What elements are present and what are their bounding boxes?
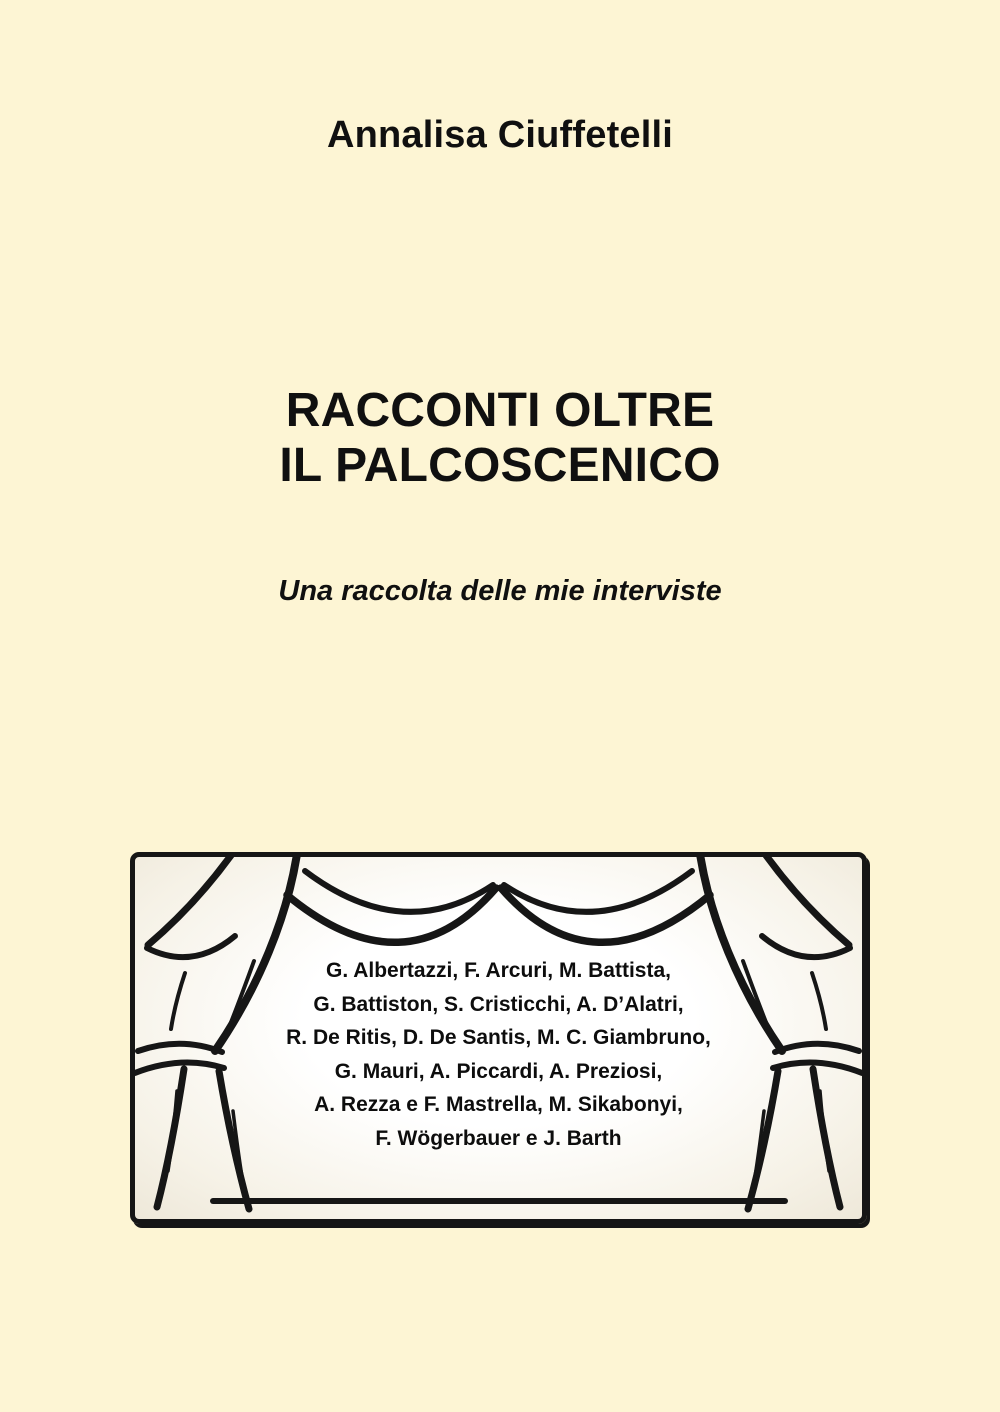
curtain-panel — [130, 852, 867, 1224]
title-line-1: RACCONTI OLTRE — [285, 384, 715, 437]
author-name: Annalisa Ciuffetelli — [326, 114, 674, 156]
name-line: G. Albertazzi, F. Arcuri, M. Battista, — [325, 959, 671, 982]
names-list — [135, 954, 862, 1155]
name-line: G. Battiston, S. Cristicchi, A. D’Alatri, — [313, 992, 684, 1016]
book-title — [0, 383, 1000, 493]
subtitle: Una raccolta delle mie interviste — [278, 575, 722, 607]
name-line: A. Rezza e F. Mastrella, M. Sikabonyi, — [314, 1093, 683, 1116]
name-line: R. De Ritis, D. De Santis, M. C. Giambruno, — [286, 1026, 711, 1049]
valance-swags — [287, 871, 710, 942]
name-line: G. Mauri, A. Piccardi, A. Preziosi, — [334, 1059, 663, 1083]
title-line-2: IL PALCOSCENICO — [279, 439, 721, 492]
name-line: F. Wögerbauer e J. Barth — [375, 1126, 622, 1150]
